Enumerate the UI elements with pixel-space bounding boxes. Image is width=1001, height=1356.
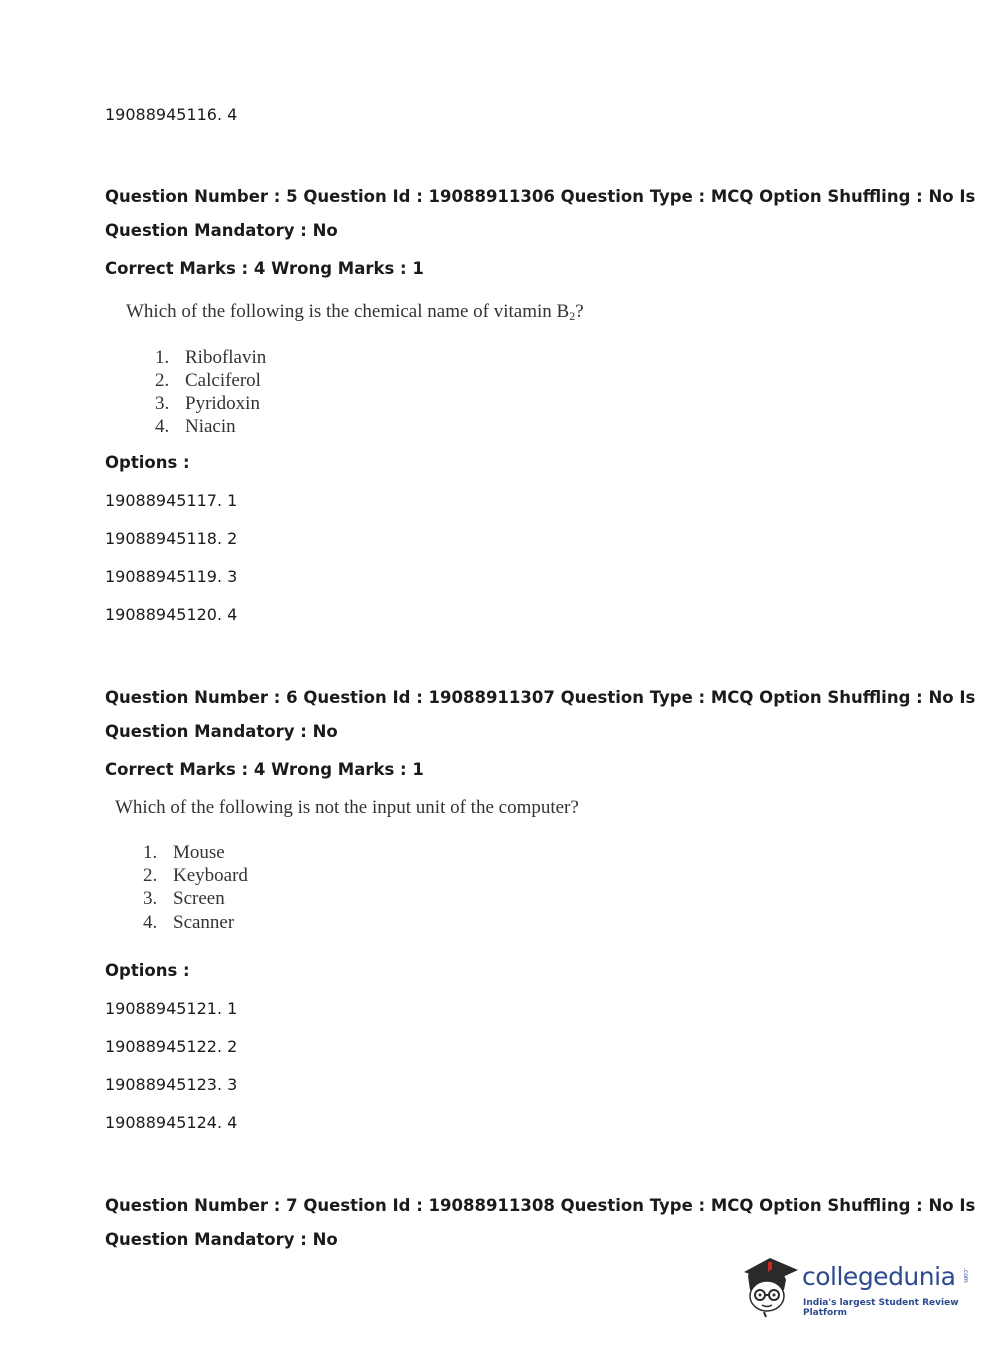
q6-marks: Correct Marks : 4 Wrong Marks : 1 — [105, 760, 424, 779]
q6-option-2: 19088945122. 2 — [105, 1037, 238, 1056]
collegedunia-logo[interactable] — [740, 1250, 975, 1320]
q5-choice-1: 1. Riboflavin — [155, 347, 267, 368]
q6-choice-4: 4. Scanner — [143, 912, 235, 933]
q6-choice-3: 3. Screen — [143, 888, 225, 909]
q5-option-1: 19088945117. 1 — [105, 491, 238, 510]
q6-question-text: Which of the following is not the input unit of the computer? — [115, 797, 579, 818]
q5-option-2: 19088945118. 2 — [105, 529, 238, 548]
q5-choice-3: 3. Pyridoxin — [155, 393, 260, 414]
logo-name: collegedunia — [802, 1262, 956, 1291]
q5-choice-4: 4. Niacin — [155, 416, 236, 437]
q5-marks: Correct Marks : 4 Wrong Marks : 1 — [105, 259, 424, 278]
q5-options-label: Options : — [105, 453, 190, 472]
q7-header-line1: Question Number : 7 Question Id : 19088911308 Question Type : MCQ Option Shuffling : No Is — [105, 1196, 976, 1215]
logo-tagline: India's largest Student Review Platform — [803, 1298, 959, 1318]
q5-option-4: 19088945120. 4 — [105, 605, 238, 624]
q6-choice-1: 1. Mouse — [143, 842, 225, 863]
q6-choice-2: 2. Keyboard — [143, 865, 248, 886]
q6-option-3: 19088945123. 3 — [105, 1075, 238, 1094]
q5-option-3: 19088945119. 3 — [105, 567, 238, 586]
q7-header-line2: Question Mandatory : No — [105, 1230, 338, 1249]
option-q4-4: 19088945116. 4 — [105, 105, 238, 124]
q6-option-4: 19088945124. 4 — [105, 1113, 238, 1132]
q5-choice-2: 2. Calciferol — [155, 370, 261, 391]
q5-header-line2: Question Mandatory : No — [105, 221, 338, 240]
q5-header-line1: Question Number : 5 Question Id : 19088911306 Question Type : MCQ Option Shuffling : No Is — [105, 187, 976, 206]
q6-header-line2: Question Mandatory : No — [105, 722, 338, 741]
logo-com: .com — [962, 1268, 969, 1283]
mascot-icon — [740, 1250, 802, 1318]
q5-question-text: Which of the following is the chemical name of vitamin $B_2$? — [126, 301, 584, 323]
q6-header-line1: Question Number : 6 Question Id : 19088911307 Question Type : MCQ Option Shuffling : No Is — [105, 688, 976, 707]
q6-options-label: Options : — [105, 961, 190, 980]
q6-option-1: 19088945121. 1 — [105, 999, 238, 1018]
